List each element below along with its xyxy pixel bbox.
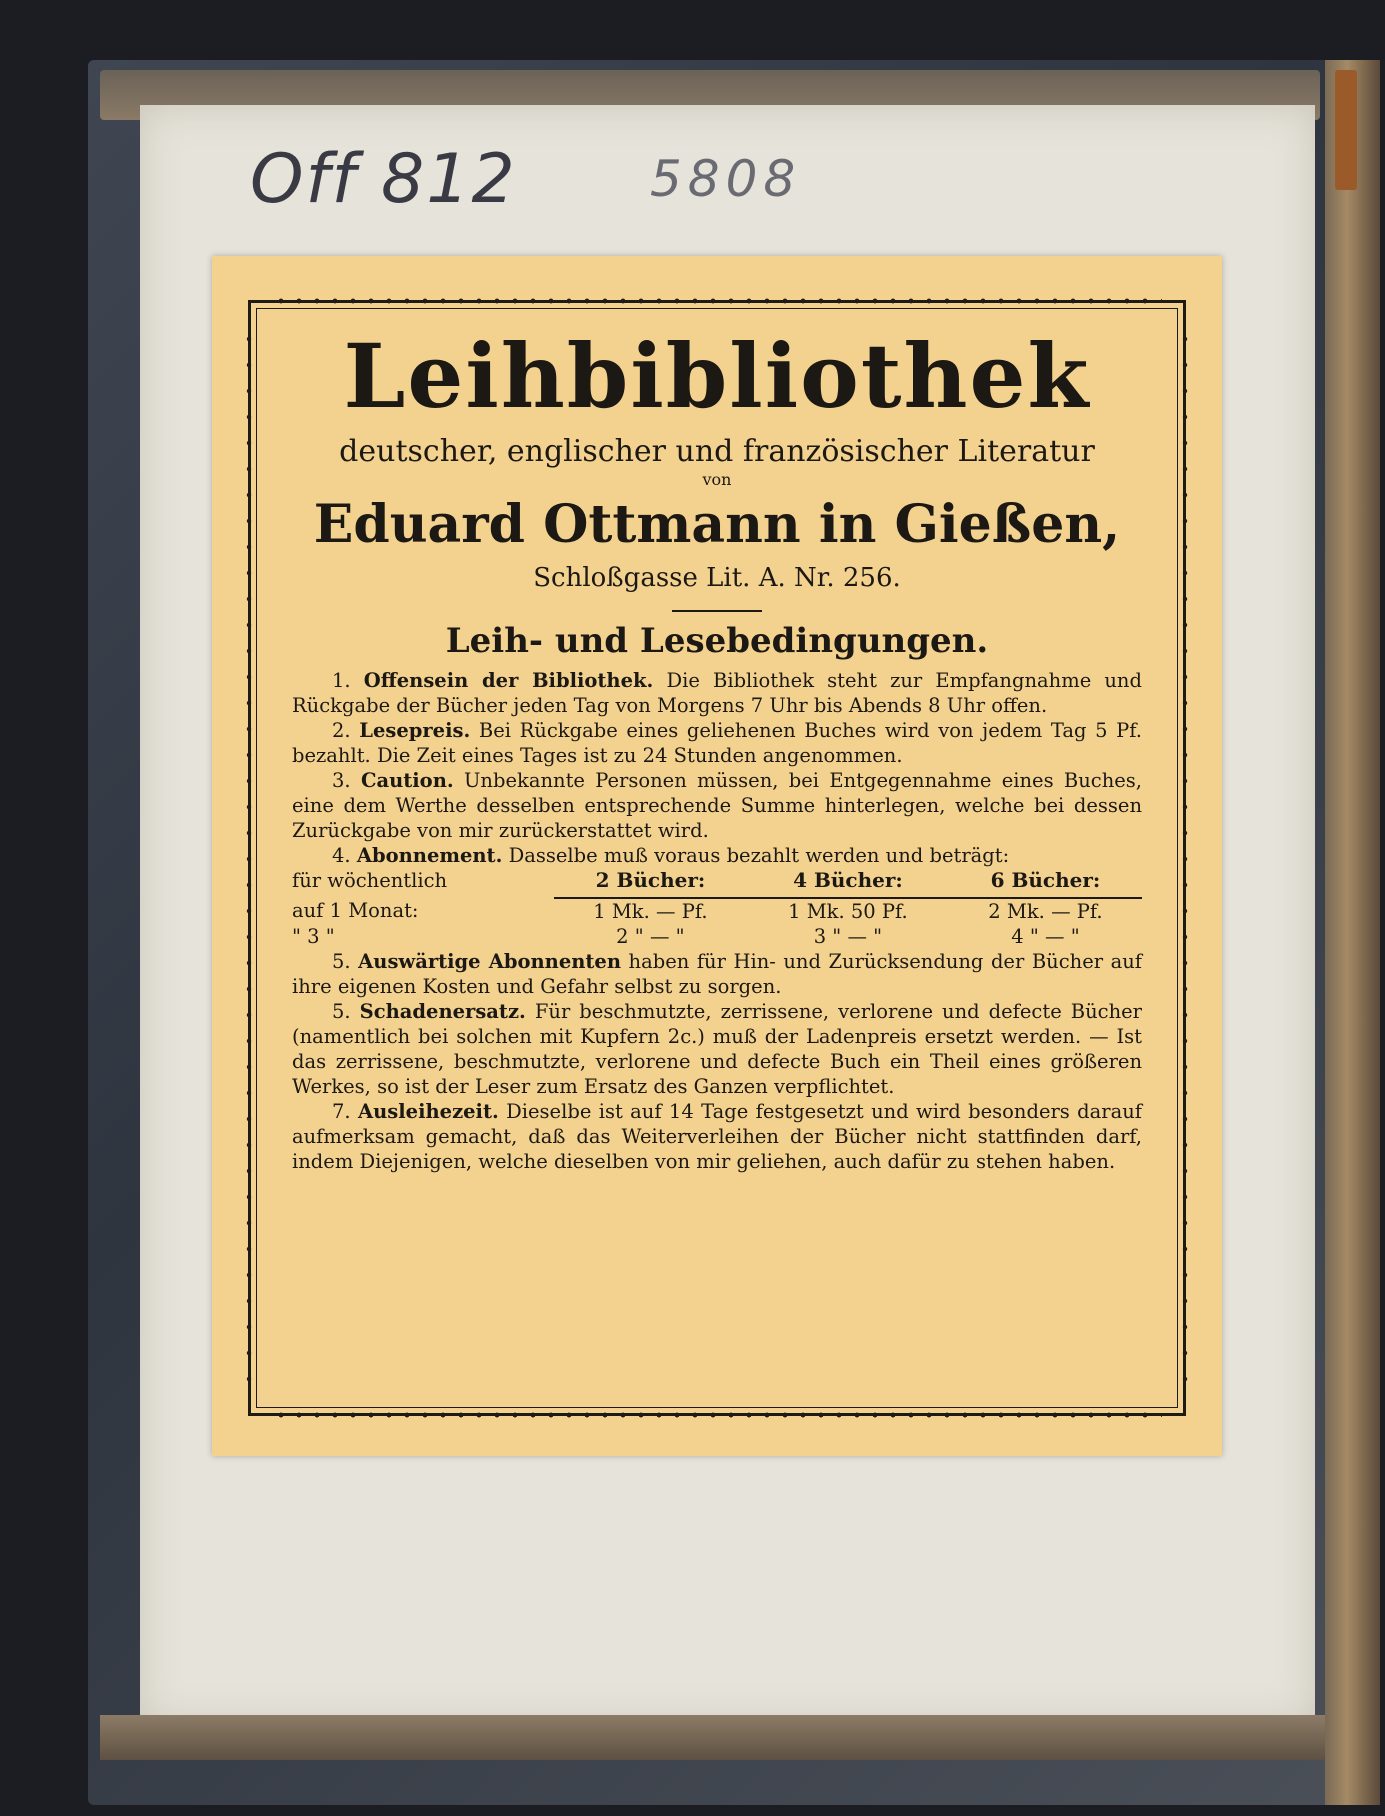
price-row-label-header: für wöchentlich — [292, 869, 448, 892]
book-spine — [1325, 60, 1380, 1805]
label-von: von — [702, 470, 732, 489]
price-row: " 3 " 2 " — " 3 " — " 4 " — " — [292, 925, 1080, 948]
handwritten-accession-number: 5808 — [650, 150, 802, 208]
label-address: Schloßgasse Lit. A. Nr. 256. — [533, 563, 901, 593]
rule-item: 5. Auswärtige Abonnenten haben für Hin- und Zurücksendung der Bücher auf ihre eigenen Kosten und Gefahr selbst zu sorgen. — [292, 950, 1142, 998]
price-row: auf 1 Monat: 1 Mk. — Pf. 1 Mk. 50 Pf. 2 Mk. — Pf. — [292, 899, 1103, 923]
ornament-border-left — [242, 326, 256, 1386]
ornament-border-bottom — [272, 1408, 1162, 1422]
label-title: Leihbibliothek — [343, 324, 1091, 428]
rule-item: 2. Lesepreis. Bei Rückgabe eines geliehenen Buches wird von jedem Tag 5 Pf. bezahlt. Die Zeit eines Tages ist zu 24 Stunden angenommen. — [292, 719, 1143, 767]
divider — [672, 610, 762, 612]
rule-item: 3. Caution. Unbekannte Personen müssen, bei Entgegennahme eines Buches, eine dem Werthe desselben entsprechende Summe hinterlegen, welche bei dessen Zurückgabe von mir zurückerstattet wird. — [292, 769, 1143, 842]
label-subtitle: deutscher, englischer und französischer Literatur — [339, 434, 1095, 469]
handwritten-call-number: Off 812 — [250, 140, 517, 219]
rule-item: 4. Abonnement. Dasselbe muß voraus bezahlt werden und beträgt: — [332, 844, 1010, 867]
ornament-border-top — [272, 294, 1162, 308]
rules-list — [292, 668, 1142, 1174]
cover-bottom-edge — [100, 1715, 1325, 1760]
price-column-header: 4 Bücher: — [747, 868, 949, 898]
label-content — [292, 326, 1142, 1174]
rule-item: 1. Offensein der Bibliothek. Die Bibliothek steht zur Empfangnahme und Rückgabe der Bücher jeden Tag von Morgens 7 Uhr bis Abends 8 Uhr offen. — [292, 669, 1142, 717]
ornament-border-right — [1178, 326, 1192, 1386]
rule-item: 5. Schadenersatz. Für beschmutzte, zerrissene, verlorene und defecte Bücher (namentlich bei solchen mit Kupfern 2c.) muß der Ladenpreis ersetzt werden. — Ist das zerrissene, beschmutzte, verlorene und defecte Buch ein Theil eines größeren Werkes, so ist der Leser zum Ersatz des Ganzen verpflichtet. — [292, 1000, 1142, 1098]
rule-item: 7. Ausleihezeit. Dieselbe ist auf 14 Tage festgesetzt und wird besonders darauf aufmerksam gemacht, daß das Weiterverleihen der Bücher nicht stattfinden darf, indem Diejenigen, welche dieselben von mir geliehen, auch dafür zu stehen haben. — [292, 1100, 1143, 1173]
library-label — [212, 256, 1222, 1456]
label-owner: Eduard Ottmann in Gießen, — [313, 494, 1121, 555]
spine-tape — [1335, 70, 1357, 190]
conditions-title: Leih- und Lesebedingungen. — [445, 621, 989, 661]
price-column-header: 2 Bücher: — [554, 868, 747, 898]
price-table — [292, 868, 1142, 949]
price-column-header: 6 Bücher: — [949, 868, 1142, 898]
